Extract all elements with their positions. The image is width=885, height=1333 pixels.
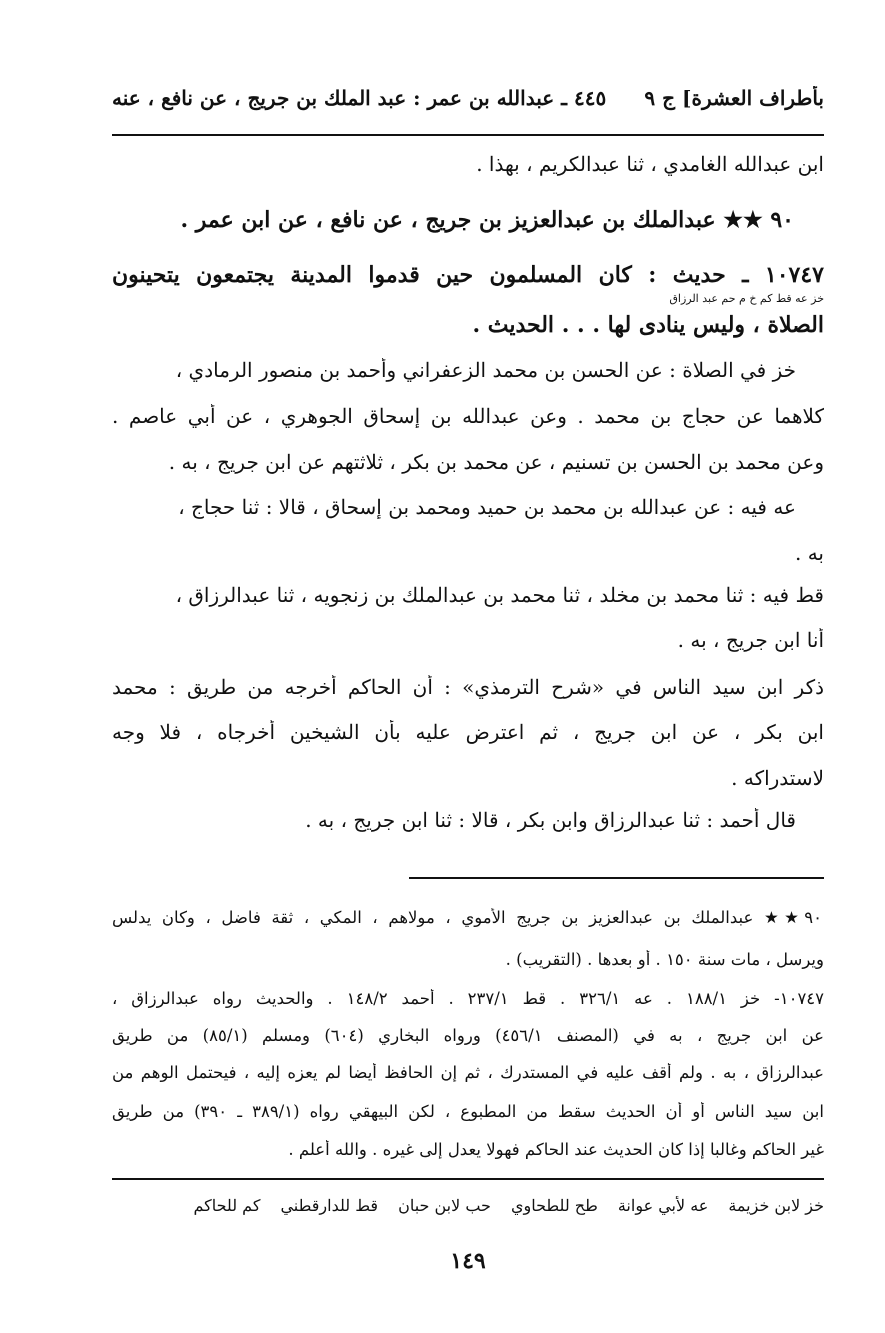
text-line: لاستدراكه . <box>731 766 824 790</box>
book-page <box>112 0 824 1333</box>
abbreviation-legend <box>112 1196 824 1215</box>
text-line: به . <box>794 541 824 565</box>
footnote-line: ويرسل ، مات سنة ١٥٠ . أو بعدها . (التقريب) . <box>505 950 824 969</box>
footnote-line: ابن سيد الناس أو أن الحديث سقط من المطبوع ، لكن البيهقي رواه (٣٨٩/١ ـ ٣٩٠) من طريق <box>112 1102 824 1121</box>
text-line: قال أحمد : ثنا عبدالرزاق وابن بكر ، قالا : ثنا ابن جريج ، به . <box>305 808 796 832</box>
footnote-line: ٩٠★★ عبدالملك بن عبدالعزيز بن جريج الأموي ، مولاهم ، المكي ، ثقة فاضل ، وكان يدلس <box>112 908 822 927</box>
legend-rule <box>112 1178 824 1180</box>
text-line: وعن محمد بن الحسن بن تسنيم ، عن محمد بن بكر ، ثلاثتهم عن ابن جريج ، به . <box>168 450 824 474</box>
text-line: ابن عبدالله الغامدي ، ثنا عبدالكريم ، بهذا . <box>476 152 824 176</box>
legend-item: طح للطحاوي <box>510 1196 598 1215</box>
legend-item: عه لأبي عوانة <box>617 1196 709 1215</box>
hadith-text: الصلاة ، وليس ينادى لها . . . الحديث . <box>472 312 824 338</box>
footnote-line: عبدالرزاق ، به . ولم أقف عليه في المستدرك ، ثم إن الحافظ أيضا لم يعزه إليه ، فيحتمل الوهم من <box>112 1063 824 1082</box>
running-header <box>112 86 824 118</box>
hadith-source-codes: خز عه قط كم خ م حم عبد الرزاق <box>669 292 824 305</box>
footnote-line: عن ابن جريج ، به في (المصنف ٤٥٦/١) ورواه البخاري (٦٠٤) ومسلم (٨٥/١) من طريق <box>112 1026 824 1045</box>
legend-item: حب لابن حبان <box>398 1196 491 1215</box>
text-line: عه فيه : عن عبدالله بن محمد بن حميد ومحمد بن إسحاق ، قالا : ثنا حجاج ، <box>178 495 796 519</box>
text-line: قط فيه : ثنا محمد بن مخلد ، ثنا محمد بن عبدالملك بن زنجويه ، ثنا عبدالرزاق ، <box>175 583 824 607</box>
footnote-separator <box>409 877 824 879</box>
text-line: كلاهما عن حجاج بن محمد . وعن عبدالله بن إسحاق الجوهري ، عن أبي عاصم . <box>112 404 824 428</box>
text-line: خز في الصلاة : عن الحسن بن محمد الزعفراني وأحمد بن منصور الرمادي ، <box>175 358 796 382</box>
header-rule <box>112 134 824 136</box>
entry-heading: ٩٠ ★★ عبدالملك بن عبدالعزيز بن جريج ، عن نافع ، عن ابن عمر . <box>180 207 794 233</box>
legend-item: خز لابن خزيمة <box>728 1196 824 1215</box>
header-left: ٤٤٥ ـ عبدالله بن عمر : عبد الملك بن جريج ، عن نافع ، عنه <box>112 86 607 110</box>
header-right: بأطراف العشرة] ج ٩ <box>644 86 824 110</box>
text-line: أنا ابن جريج ، به . <box>677 628 824 652</box>
page-number: ١٤٩ <box>450 1248 486 1274</box>
hadith-heading: ١٠٧٤٧ ـ حديث : كان المسلمون حين قدموا المدينة يجتمعون يتحينون <box>112 262 824 288</box>
footnote-line: ١٠٧٤٧- خز ١٨٨/١ . عه ٣٢٦/١ . قط ٢٣٧/١ . أحمد ١٤٨/٢ . والحديث رواه عبدالرزاق ، <box>112 989 824 1008</box>
legend-item: قط للدارقطني <box>280 1196 379 1215</box>
footnote-line: غير الحاكم وغالبا إذا كان الحديث عند الحاكم فهولا يعدل إلى غيره . والله أعلم . <box>288 1140 824 1159</box>
text-line: ابن بكر ، عن ابن جريج ، ثم اعترض عليه بأن الشيخين أخرجاه ، فلا وجه <box>112 720 824 744</box>
legend-item: كم للحاكم <box>193 1196 261 1215</box>
text-line: ذكر ابن سيد الناس في «شرح الترمذي» : أن الحاكم أخرجه من طريق : محمد <box>112 675 824 699</box>
